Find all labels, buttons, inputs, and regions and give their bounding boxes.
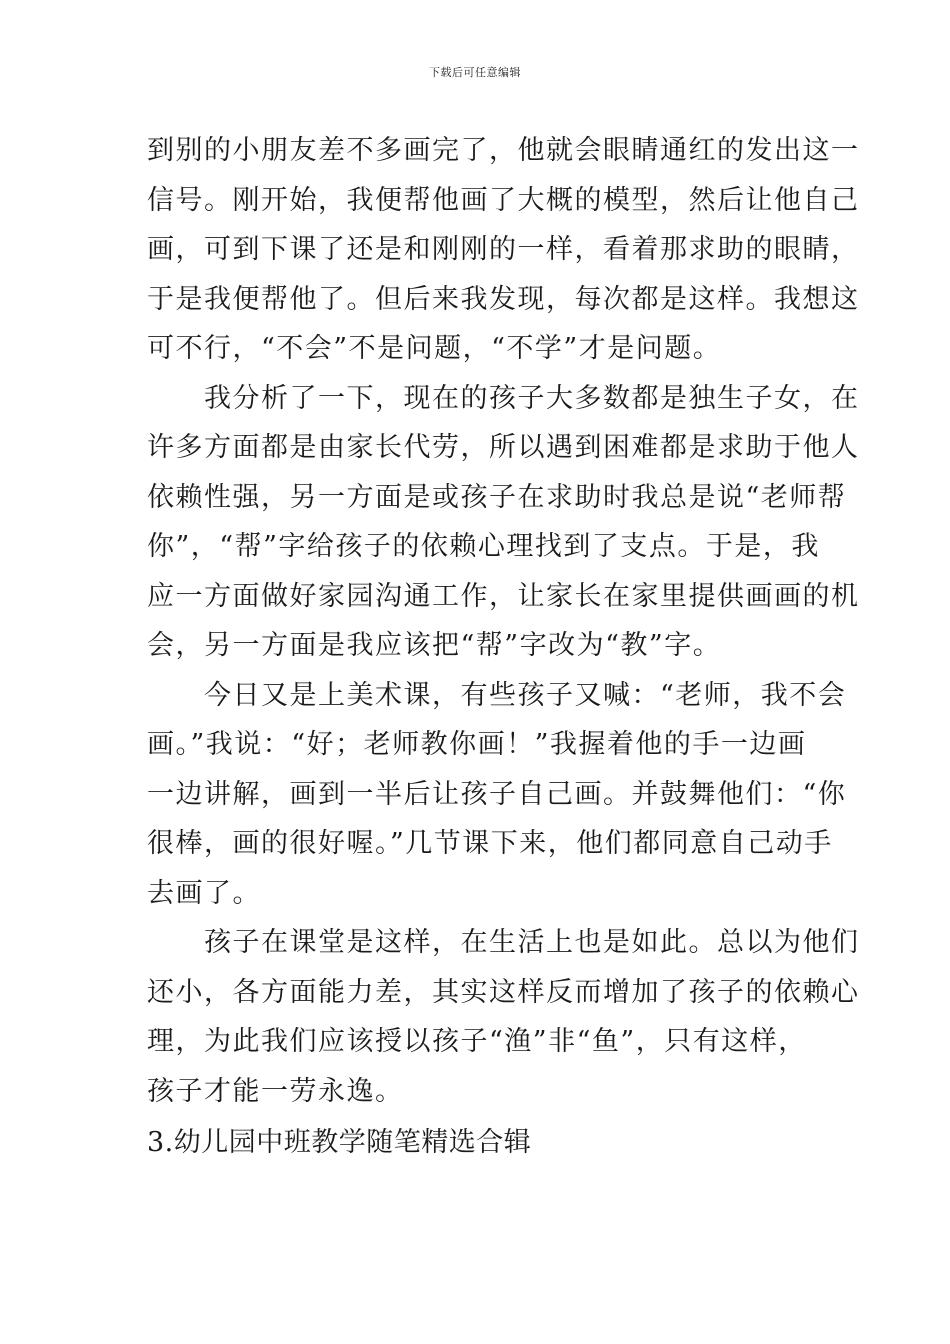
text-line: 今日又是上美术课，有些孩子又喊：“老师，我不会 (147, 679, 847, 711)
text-line: 孩子才能一劳永逸。 (147, 1075, 404, 1107)
section-heading: 3.幼儿园中班教学随笔精选合辑 (147, 1127, 532, 1158)
text-line: 信号。刚开始，我便帮他画了大概的模型，然后让他自己 (147, 184, 860, 216)
text-line: 到别的小朋友差不多画完了，他就会眼睛通红的发出这一 (147, 135, 860, 166)
text-line: 很棒，画的很好喔。”几节课下来，他们都同意自己动手 (147, 828, 833, 859)
text-line: 会，另一方面是我应该把“帮”字改为“教”字。 (147, 630, 722, 661)
text-line: 理，为此我们应该授以孩子“渔”非“鱼”，只有这样， (147, 1026, 807, 1057)
text-line: 我分析了一下，现在的孩子大多数都是独生子女，在 (147, 382, 860, 414)
body-text (147, 126, 860, 1116)
text-line: 孩子在课堂是这样，在生活上也是如此。总以为他们 (147, 927, 860, 958)
text-line: 去画了。 (147, 877, 261, 909)
text-line: 于是我便帮他了。但后来我发现，每次都是这样。我想这 (147, 283, 860, 315)
text-line: 画。”我说：“好；老师教你画！”我握着他的手一边画 (147, 729, 807, 760)
text-line: 画，可到下课了还是和刚刚的一样，看着那求助的眼睛， (147, 234, 860, 265)
page-header-note: 下载后可任意编辑 (429, 66, 521, 79)
text-line: 许多方面都是由家长代劳，所以遇到困难都是求助于他人 (147, 432, 860, 463)
text-line: 可不行，“不会”不是问题，“不学”才是问题。 (147, 333, 722, 364)
text-line: 应一方面做好家园沟通工作，让家长在家里提供画画的机 (147, 580, 860, 612)
text-line: 还小，各方面能力差，其实这样反而增加了孩子的依赖心 (147, 976, 860, 1008)
text-line: 你”，“帮”字给孩子的依赖心理找到了支点。于是，我 (147, 531, 820, 562)
text-line: 一边讲解，画到一半后让孩子自己画。并鼓舞他们：“你 (147, 778, 847, 810)
text-line: 依赖性强，另一方面是或孩子在求助时我总是说“老师帮 (147, 481, 847, 513)
